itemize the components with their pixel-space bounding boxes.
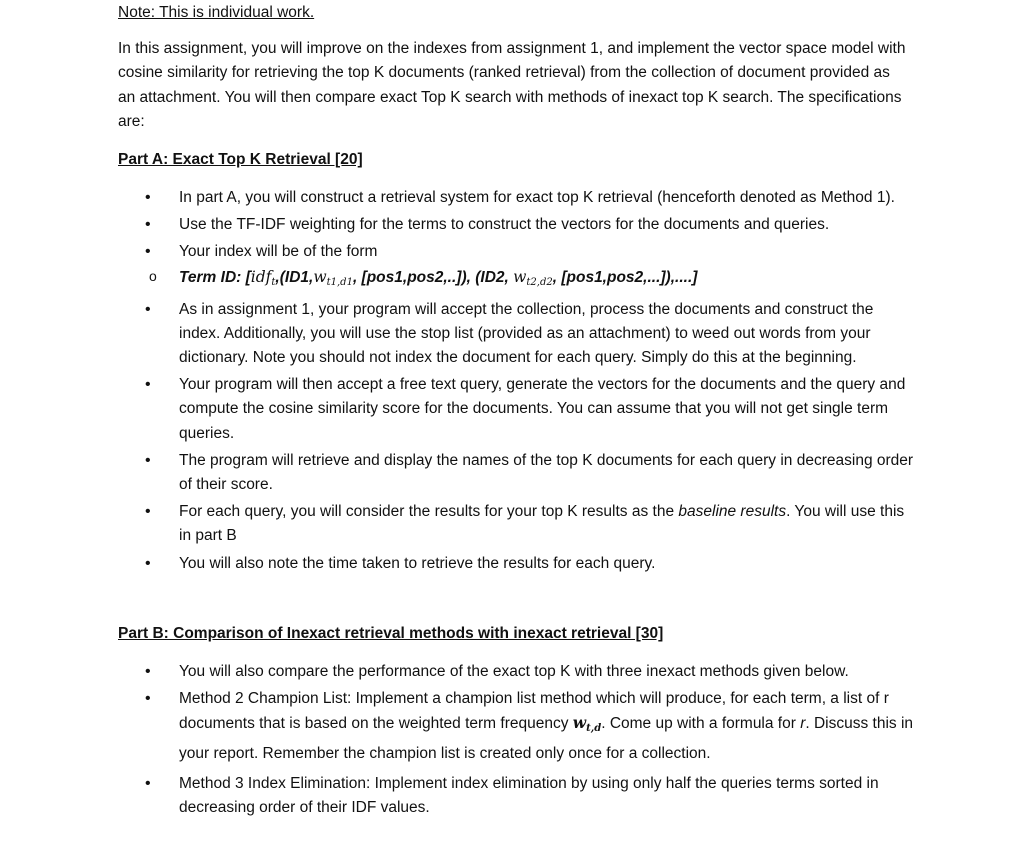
list-item xyxy=(118,449,918,497)
note-line: Note: This is individual work. xyxy=(118,4,315,21)
list-item xyxy=(118,772,918,820)
list-item-text: You will also compare the performance of the exact top K with three inexact methods given below. xyxy=(179,663,849,680)
list-item-text: As in assignment 1, your program will accept the collection, process the documents and construct the index. Additionally, you will use the stop list (provided as an attachment) to weed out words from your dictionary. Note you should not index the document for each query. Simply do this at the beginning. xyxy=(179,300,874,367)
list-item xyxy=(118,552,918,576)
list-item-text: The program will retrieve and display the names of the top K documents for each query in decreasing order of their score. xyxy=(179,451,914,494)
part-b-heading: Part B: Comparison of Inexact retrieval methods with inexact retrieval [30] xyxy=(118,625,664,642)
list-item-text: In part A, you will construct a retrieval system for exact top K retrieval (henceforth denoted as Method 1). xyxy=(179,189,895,206)
list-item xyxy=(118,213,918,237)
list-item: • For each query, you will consider the results for your top K results as the baseline results. You will use this in part B xyxy=(118,500,918,548)
index-form-line: o Term ID: [$idf_t,(ID1,w_{t1,d1}$, [pos1,pos2,..]), (ID2, $w_{t2,d2}$, [pos1,pos2,...]),....] xyxy=(118,265,918,295)
part-a-list xyxy=(118,186,918,576)
list-item-text: Method 3 Index Elimination: Implement index elimination by using only half the queries terms sorted in decreasing order of their IDF values. xyxy=(179,774,879,817)
part-b-list xyxy=(118,660,918,820)
intro-paragraph: In this assignment, you will improve on the indexes from assignment 1, and implement the vector space model with cosine similarity for retrieving the top K documents (ranked retrieval) from the collection of document provided as an attachment. You will then compare exact Top K search with methods of inexact top K search. The specifications are: xyxy=(118,40,906,131)
list-item xyxy=(118,240,918,294)
list-item xyxy=(118,298,918,371)
list-item: • Method 2 Champion List: Implement a champion list method which will produce, for each term, a list of r documents that is based on the weighted term frequency $w_{t,d}$. Come up with a formula for r. Discuss this in your report. Remember the champion list is created only once for a collection. xyxy=(118,687,918,766)
list-item-text: Use the TF-IDF weighting for the terms to construct the vectors for the documents and queries. xyxy=(179,216,830,234)
list-item xyxy=(118,186,918,210)
list-item xyxy=(118,373,918,446)
list-item-text: Your index will be of the form xyxy=(179,243,378,261)
part-a-heading: Part A: Exact Top K Retrieval [20] xyxy=(118,151,363,168)
list-item xyxy=(118,660,918,684)
baseline-results-emphasis: baseline results xyxy=(678,503,787,521)
list-item-text: Your program will then accept a free text query, generate the vectors for the documents and the query and compute the cosine similarity score for the documents. You can assume that you will not get single term queries. xyxy=(179,376,906,442)
list-item-text: You will also note the time taken to retrieve the results for each query. xyxy=(179,554,656,572)
